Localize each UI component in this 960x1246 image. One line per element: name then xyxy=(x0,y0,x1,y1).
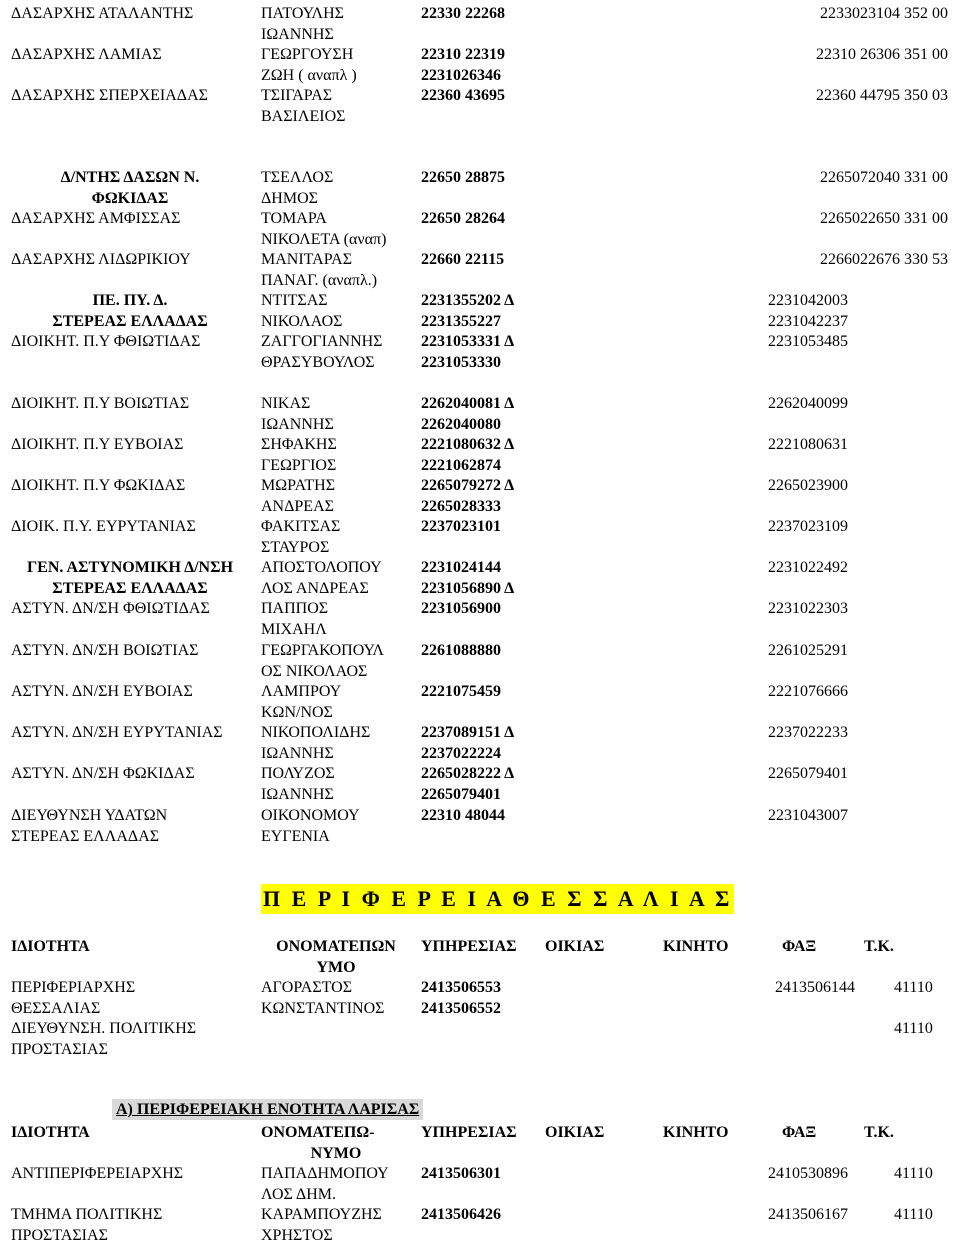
service-phone: 2231053331 Δ xyxy=(421,333,515,350)
person-name: ΕΥΓΕΝΙΑ xyxy=(261,828,330,845)
office-label: ΠΡΟΣΤΑΣΙΑΣ xyxy=(11,1227,108,1244)
person-name: ΛΟΣ ΔΗΜ. xyxy=(261,1186,336,1203)
service-phone: 22650 28875 xyxy=(421,169,505,186)
office-label: ΔΙΟΙΚΗΤ. Π.Υ ΦΘΙΩΤΙΔΑΣ xyxy=(11,333,201,350)
col-header-mobile: ΚΙΝΗΤΟ xyxy=(663,1124,729,1141)
office-label: ΑΝΤΙΠΕΡΙΦΕΡΕΙΑΡΧΗΣ xyxy=(11,1165,184,1182)
office-label: ΦΩΚΙΔΑΣ xyxy=(91,190,169,207)
service-phone: 2237022224 xyxy=(421,745,501,762)
home-fax: 2233023104 352 00 xyxy=(820,5,948,22)
person-name: ΑΠΟΣΤΟΛΟΠΟΥ xyxy=(261,559,382,576)
person-name: ΙΩΑΝΝΗΣ xyxy=(261,26,334,43)
person-name: ΜΩΡΑΤΗΣ xyxy=(261,477,335,494)
person-name: ΖΑΓΓΟΓΙΑΝΝΗΣ xyxy=(261,333,383,350)
home-phone: 2231053485 xyxy=(768,333,848,350)
person-name: ΙΩΑΝΝΗΣ xyxy=(261,745,334,762)
person-name: ΛΑΜΠΡΟΥ xyxy=(261,683,342,700)
home-phone: 2262040099 xyxy=(768,395,848,412)
col-header-home: ΟΙΚΙΑΣ xyxy=(545,938,605,955)
home-phone: 2237022233 xyxy=(768,724,848,741)
office-label: ΑΣΤΥΝ. ΔΝ/ΣΗ ΦΩΚΙΔΑΣ xyxy=(11,765,195,782)
person-name: ΟΣ ΝΙΚΟΛΑΟΣ xyxy=(261,663,368,680)
office-label: ΓΕΝ. ΑΣΤΥΝΟΜΙΚΗ Δ/ΝΣΗ xyxy=(26,559,234,576)
region-banner: Π Ε Ρ Ι Φ Ε Ρ Ε Ι Α Θ Ε Σ Σ Α Λ Ι Α Σ xyxy=(261,884,734,914)
home-phone: 2221080631 xyxy=(768,436,848,453)
service-phone: 2413506553 xyxy=(421,979,501,996)
col-header-mobile: ΚΙΝΗΤΟ xyxy=(663,938,729,955)
postal-code: 41110 xyxy=(894,1020,933,1037)
col-header-role: ΙΔΙΟΤΗΤΑ xyxy=(11,1124,90,1141)
person-name: ΤΣΙΓΑΡΑΣ xyxy=(261,87,333,104)
postal-code: 41110 xyxy=(894,1165,933,1182)
home-phone: 2261025291 xyxy=(768,642,848,659)
office-label: ΣΤΕΡΕΑΣ ΕΛΛΑΔΑΣ xyxy=(52,580,208,597)
service-phone: 22650 28264 xyxy=(421,210,505,227)
office-label: ΠΕΡΙΦΕΡΙΑΡΧΗΣ xyxy=(11,979,136,996)
person-name: ΒΑΣΙΛΕΙΟΣ xyxy=(261,108,346,125)
office-label: ΔΙΕΥΘΥΝΣΗ. ΠΟΛΙΤΙΚΗΣ xyxy=(11,1020,197,1037)
person-name: ΠΟΛΥΖΟΣ xyxy=(261,765,335,782)
service-phone: 2231355227 xyxy=(421,313,501,330)
person-name: ΝΙΚΟΠΟΛΙΔΗΣ xyxy=(261,724,371,741)
col-header-fax: ΦΑΞ xyxy=(782,1124,817,1141)
office-label: ΔΑΣΑΡΧΗΣ ΑΜΦΙΣΣΑΣ xyxy=(11,210,181,227)
person-name: ΓΕΩΡΓΙΟΣ xyxy=(261,457,337,474)
person-name: ΠΑΤΟΥΛΗΣ xyxy=(261,5,344,22)
office-label: ΔΙΟΙΚΗΤ. Π.Υ ΕΥΒΟΙΑΣ xyxy=(11,436,184,453)
person-name: ΟΙΚΟΝΟΜΟΥ xyxy=(261,807,360,824)
office-label: Δ/ΝΤΗΣ ΔΑΣΩΝ Ν. xyxy=(60,169,200,186)
home-phone: 2231042003 xyxy=(768,292,848,309)
col-header-fax: ΦΑΞ xyxy=(782,938,817,955)
service-phone: 2231026346 xyxy=(421,67,501,84)
office-label: ΠΕ. ΠΥ. Δ. xyxy=(92,292,168,309)
person-name: ΚΩΝ/ΝΟΣ xyxy=(261,704,333,721)
home-phone: 2231022492 xyxy=(768,559,848,576)
service-phone: 2265079401 xyxy=(421,786,501,803)
service-phone: 2262040081 Δ xyxy=(421,395,515,412)
person-name: ΑΓΟΡΑΣΤΟΣ xyxy=(261,979,353,996)
service-phone: 22310 48044 xyxy=(421,807,505,824)
office-label: ΔΙΟΙΚΗΤ. Π.Υ ΒΟΙΩΤΙΑΣ xyxy=(11,395,190,412)
service-phone: 2221075459 xyxy=(421,683,501,700)
home-phone: 2231042237 xyxy=(768,313,848,330)
office-label: ΔΙΕΥΘΥΝΣΗ ΥΔΑΤΩΝ xyxy=(11,807,168,824)
service-phone: 2237023101 xyxy=(421,518,501,535)
person-name: ΚΑΡΑΜΠΟΥΖΗΣ xyxy=(261,1206,382,1223)
service-phone: 2231355202 Δ xyxy=(421,292,515,309)
person-name: ΣΗΦΑΚΗΣ xyxy=(261,436,337,453)
service-phone: 2231056890 Δ xyxy=(421,580,515,597)
office-label: ΔΑΣΑΡΧΗΣ ΛΙΔΩΡΙΚΙΟΥ xyxy=(11,251,191,268)
office-label: ΣΤΕΡΕΑΣ ΕΛΛΑΔΑΣ xyxy=(11,828,160,845)
col-header-name: ΟΝΟΜΑΤΕΠΩ- ΝΥΜΟ xyxy=(261,1124,375,1162)
home-phone: 2237023109 xyxy=(768,518,848,535)
service-phone: 2231024144 xyxy=(421,559,501,576)
person-name: ΜΑΝΙΤΑΡΑΣ xyxy=(261,251,353,268)
person-name: ΚΩΝΣΤΑΝΤΙΝΟΣ xyxy=(261,1000,385,1017)
fax-number: 2410530896 xyxy=(768,1165,848,1182)
person-name: ΤΟΜΑΡΑ xyxy=(261,210,327,227)
office-label: ΔΑΣΑΡΧΗΣ ΛΑΜΙΑΣ xyxy=(11,46,162,63)
person-name: ΛΟΣ ΑΝΔΡΕΑΣ xyxy=(261,580,369,597)
person-name: ΜΙΧΑΗΛ xyxy=(261,621,327,638)
service-phone: 2413506552 xyxy=(421,1000,501,1017)
person-name: ΦΑΚΙΤΣΑΣ xyxy=(261,518,341,535)
service-phone: 2265028333 xyxy=(421,498,501,515)
home-fax: 22310 26306 351 00 xyxy=(816,46,948,63)
person-name: ΘΡΑΣΥΒΟΥΛΟΣ xyxy=(261,354,375,371)
office-label: ΤΜΗΜΑ ΠΟΛΙΤΙΚΗΣ xyxy=(11,1206,163,1223)
person-name: ΠΑΝΑΓ. (αναπλ.) xyxy=(261,272,378,289)
postal-code: 41110 xyxy=(894,979,933,996)
person-name: ΝΙΚΑΣ xyxy=(261,395,311,412)
col-header-name: ΟΝΟΜΑΤΕΠΩΝ ΥΜΟ xyxy=(276,938,396,976)
service-phone: 2261088880 xyxy=(421,642,501,659)
office-label: ΑΣΤΥΝ. ΔΝ/ΣΗ ΕΥΒΟΙΑΣ xyxy=(11,683,193,700)
service-phone: 2413506426 xyxy=(421,1206,501,1223)
service-phone: 2221080632 Δ xyxy=(421,436,515,453)
person-name: ΙΩΑΝΝΗΣ xyxy=(261,786,334,803)
col-header-tk: Τ.Κ. xyxy=(864,938,894,955)
person-name: ΓΕΩΡΓΟΥΣΗ xyxy=(261,46,354,63)
person-name: ΙΩΑΝΝΗΣ xyxy=(261,416,334,433)
home-tk: 2265022650 331 00 xyxy=(820,210,948,227)
home-tk: 2265072040 331 00 xyxy=(820,169,948,186)
office-label: ΔΑΣΑΡΧΗΣ ΣΠΕΡΧΕΙΑΔΑΣ xyxy=(11,87,208,104)
person-name: ΔΗΜΟΣ xyxy=(261,190,318,207)
col-header-service: ΥΠΗΡΕΣΙΑΣ xyxy=(421,938,517,955)
postal-code: 41110 xyxy=(894,1206,933,1223)
person-name: ΑΝΔΡΕΑΣ xyxy=(261,498,334,515)
service-phone: 22330 22268 xyxy=(421,5,505,22)
person-name: ΖΩΗ ( αναπλ ) xyxy=(261,67,357,84)
service-phone: 22360 43695 xyxy=(421,87,505,104)
office-label: ΣΤΕΡΕΑΣ ΕΛΛΑΔΑΣ xyxy=(52,313,208,330)
office-label: ΑΣΤΥΝ. ΔΝ/ΣΗ ΦΘΙΩΤΙΔΑΣ xyxy=(11,600,210,617)
col-header-role: ΙΔΙΟΤΗΤΑ xyxy=(11,938,90,955)
person-name: ΣΤΑΥΡΟΣ xyxy=(261,539,330,556)
fax-number: 2413506144 xyxy=(775,979,855,996)
service-phone: 2265079272 Δ xyxy=(421,477,515,494)
service-phone: 2231056900 xyxy=(421,600,501,617)
service-phone: 22310 22319 xyxy=(421,46,505,63)
person-name: ΓΕΩΡΓΑΚΟΠΟΥΛ xyxy=(261,642,384,659)
office-label: ΔΑΣΑΡΧΗΣ ΑΤΑΛΑΝΤΗΣ xyxy=(11,5,194,22)
service-phone: 2262040080 xyxy=(421,416,501,433)
person-name: ΠΑΠΠΟΣ xyxy=(261,600,329,617)
person-name: ΠΑΠΑΔΗΜΟΠΟΥ xyxy=(261,1165,389,1182)
person-name: ΧΡΗΣΤΟΣ xyxy=(261,1227,333,1244)
subregion-banner: Α) ΠΕΡΙΦΕΡΕΙΑΚΗ ΕΝΟΤΗΤΑ ΛΑΡΙΣΑΣ xyxy=(112,1099,423,1120)
home-tk: 2266022676 330 53 xyxy=(820,251,948,268)
home-phone: 2265079401 xyxy=(768,765,848,782)
office-label: ΔΙΟΙΚΗΤ. Π.Υ ΦΩΚΙΔΑΣ xyxy=(11,477,186,494)
col-header-service: ΥΠΗΡΕΣΙΑΣ xyxy=(421,1124,517,1141)
home-phone: 2231043007 xyxy=(768,807,848,824)
col-header-tk: Τ.Κ. xyxy=(864,1124,894,1141)
office-label: ΘΕΣΣΑΛΙΑΣ xyxy=(11,1000,101,1017)
person-name: ΝΙΚΟΛΕΤΑ (αναπ) xyxy=(261,231,387,248)
fax-number: 2413506167 xyxy=(768,1206,848,1223)
service-phone: 2237089151 Δ xyxy=(421,724,515,741)
person-name: ΝΤΙΤΣΑΣ xyxy=(261,292,328,309)
service-phone: 2221062874 xyxy=(421,457,501,474)
home-phone: 2231022303 xyxy=(768,600,848,617)
service-phone: 2265028222 Δ xyxy=(421,765,515,782)
home-phone: 2221076666 xyxy=(768,683,848,700)
col-header-home: ΟΙΚΙΑΣ xyxy=(545,1124,605,1141)
service-phone: 22660 22115 xyxy=(421,251,505,268)
person-name: ΤΣΕΛΛΟΣ xyxy=(261,169,334,186)
person-name: ΝΙΚΟΛΑΟΣ xyxy=(261,313,343,330)
home-fax: 22360 44795 350 03 xyxy=(816,87,948,104)
home-phone: 2265023900 xyxy=(768,477,848,494)
office-label: ΑΣΤΥΝ. ΔΝ/ΣΗ ΕΥΡΥΤΑΝΙΑΣ xyxy=(11,724,223,741)
office-label: ΠΡΟΣΤΑΣΙΑΣ xyxy=(11,1041,108,1058)
office-label: ΔΙΟΙΚ. Π.Υ. ΕΥΡΥΤΑΝΙΑΣ xyxy=(11,518,196,535)
service-phone: 2231053330 xyxy=(421,354,501,371)
office-label: ΑΣΤΥΝ. ΔΝ/ΣΗ ΒΟΙΩΤΙΑΣ xyxy=(11,642,199,659)
service-phone: 2413506301 xyxy=(421,1165,501,1182)
